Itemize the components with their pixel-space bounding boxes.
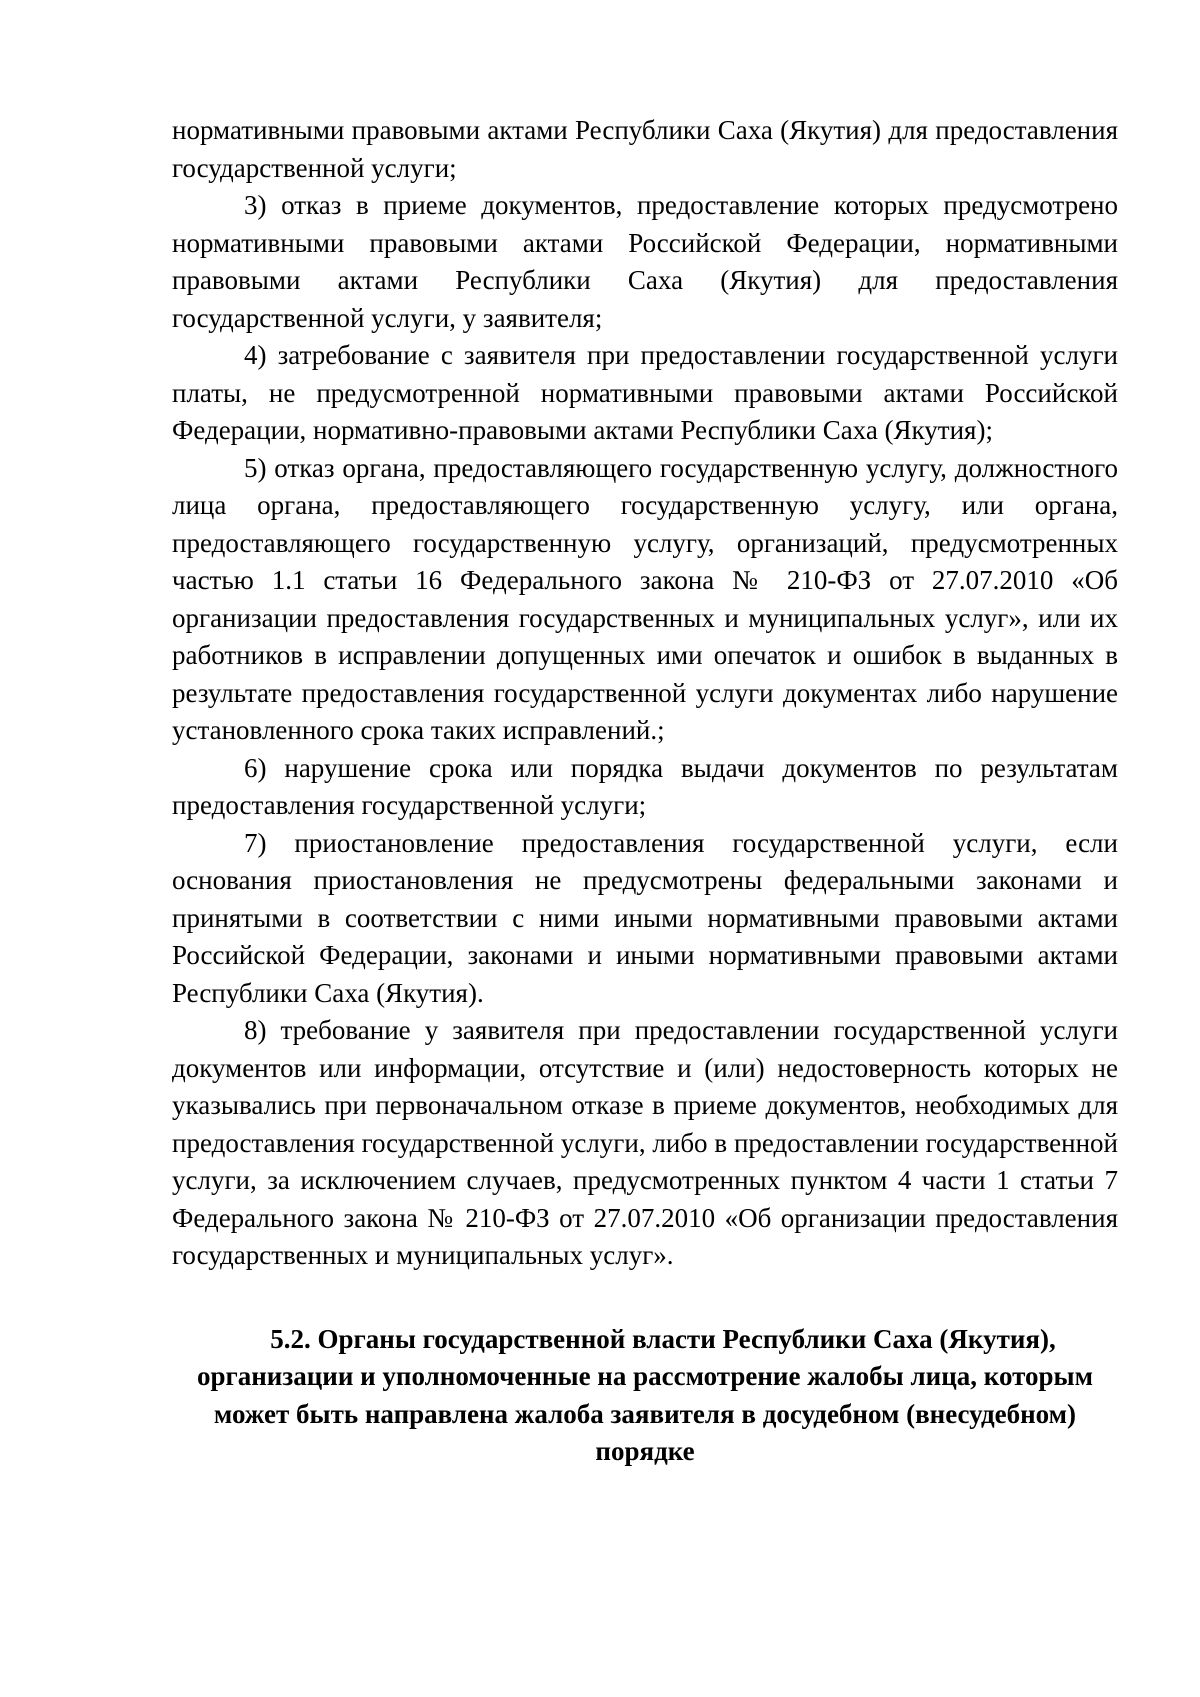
- section-heading-line: порядке: [595, 1436, 695, 1466]
- paragraph-item-3: 3) отказ в приеме документов, предоставление которых предусмотрено нормативными правовыми актами Российской Федерации, нормативными правовыми актами Республики Саха (Якутия) для предоставления государственной услуги, у заявителя;: [172, 190, 1118, 333]
- document-body: [172, 112, 1118, 1471]
- section-heading-line: может быть направлена жалоба заявителя в досудебном (внесудебном): [213, 1398, 1077, 1429]
- section-heading: [172, 1321, 1118, 1471]
- paragraph-item-8: 8) требование у заявителя при предоставлении государственной услуги документов или информации, отсутствие и (или) недостоверность которых не указывались при первоначальном отказе в приеме документов, необходимых для предоставления государственной услуги, либо в предоставлении государственной услуги, за исключением случаев, предусмотренных пунктом 4 части 1 статьи 7 Федерального закона № 210-ФЗ от 27.07.2010 «Об организации предоставления государственных и муниципальных услуг».: [172, 1015, 1118, 1270]
- paragraph-item-7: 7) приостановление предоставления государственной услуги, если основания приостановления не предусмотрены федеральными законами и принятыми в соответствии с ними иными нормативными правовыми актами Российской Федерации, законами и иными нормативными правовыми актами Республики Саха (Якутия).: [172, 827, 1118, 1008]
- section-heading-line: 5.2. Органы государственной власти Республики Саха (Якутия),: [270, 1323, 1056, 1354]
- section-heading-line: организации и уполномоченные на рассмотрение жалобы лица, которым: [196, 1361, 1094, 1391]
- paragraph-item-6: 6) нарушение срока или порядка выдачи документов по результатам предоставления государственной услуги;: [172, 752, 1118, 820]
- paragraph-item-4: 4) затребование с заявителя при предоставлении государственной услуги платы, не предусмотренной нормативными правовыми актами Российской Федерации, нормативно-правовыми актами Республики Саха (Якутия);: [172, 340, 1118, 445]
- paragraph-item-5: 5) отказ органа, предоставляющего государственную услугу, должностного лица органа, предоставляющего государственную услугу, или органа, предоставляющего государственную услугу, организаций, предусмотренных частью 1.1 статьи 16 Федерального закона № 210-ФЗ от 27.07.2010 «Об организации предоставления государственных и муниципальных услуг», или их работников в исправлении допущенных ими опечаток и ошибок в выданных в результате предоставления государственной услуги документах либо нарушение установленного срока таких исправлений.;: [172, 452, 1118, 745]
- paragraph-continuation: нормативными правовыми актами Республики Саха (Якутия) для предоставления государственной услуги;: [172, 115, 1118, 183]
